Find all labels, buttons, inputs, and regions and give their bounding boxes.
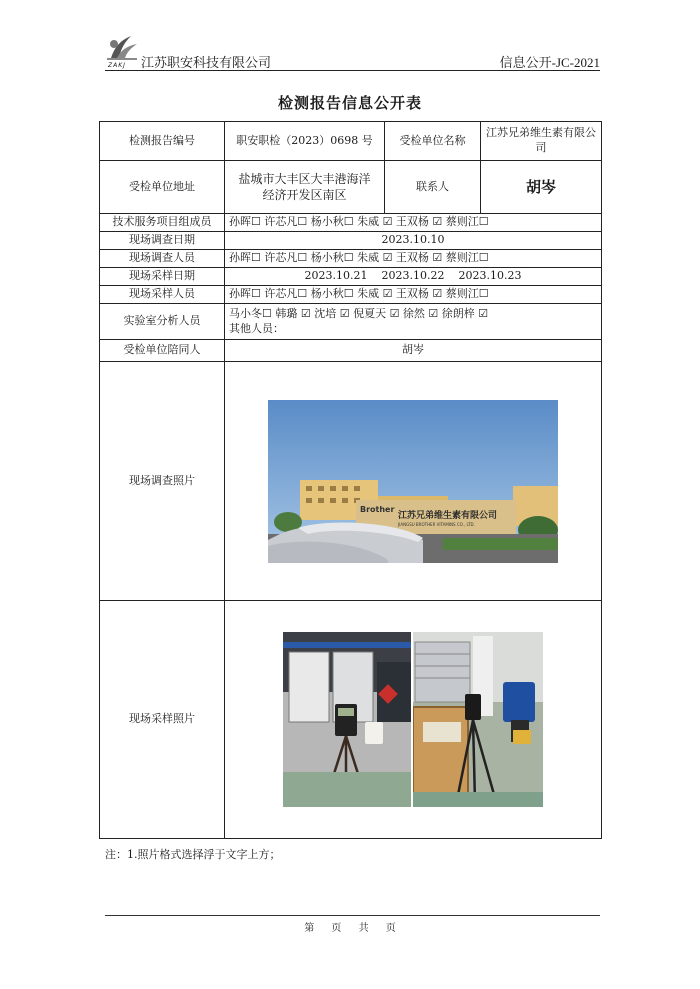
page-number: 第 页 共 页 (304, 923, 396, 934)
table-row (100, 232, 602, 250)
lab-analysts-value (225, 304, 602, 340)
contact-value: 胡岑 (481, 161, 602, 214)
sampling-photos-cell (225, 601, 602, 839)
samplers-value: 孙晖☐ 许芯凡☐ 杨小秋☐ 朱威 ☑ 王双杨 ☑ 蔡则江☐ (225, 286, 602, 304)
companion-label: 受检单位陪同人 (100, 340, 225, 362)
companion-value: 胡岑 (225, 340, 602, 362)
table-row (100, 601, 602, 839)
report-info-table (99, 121, 602, 839)
table-row (100, 250, 602, 268)
sampling-photo-2 (413, 632, 543, 807)
samplers-label: 现场采样人员 (100, 286, 225, 304)
surveyors-value: 孙晖☐ 许芯凡☐ 杨小秋☐ 朱威 ☑ 王双杨 ☑ 蔡则江☐ (225, 250, 602, 268)
survey-photo (268, 400, 558, 563)
team-value: 孙晖☐ 许芯凡☐ 杨小秋☐ 朱威 ☑ 王双杨 ☑ 蔡则江☐ (225, 214, 602, 232)
header-divider (105, 70, 600, 71)
sampling-date-value: 2023.10.21 2023.10.22 2023.10.23 (225, 268, 602, 286)
sign-brand: Brother (360, 504, 395, 514)
sampling-date-label: 现场采样日期 (100, 268, 225, 286)
sign-company-cn: 江苏兄弟维生素有限公司 (398, 510, 498, 521)
team-label: 技术服务项目组成员 (100, 214, 225, 232)
table-row (100, 214, 602, 232)
sign-company-en: JIANGSU BROTHER VITAMINS CO., LTD. (398, 521, 475, 527)
survey-date-value: 2023.10.10 (225, 232, 602, 250)
logo-wordmark: ZAKJ (108, 62, 126, 69)
survey-photo-label: 现场调查照片 (100, 362, 225, 601)
table-row (100, 362, 602, 601)
lab-other-line: 其他人员： (229, 321, 284, 335)
table-row (100, 304, 602, 340)
lab-analysts-line: 马小冬☐ 韩璐 ☑ 沈培 ☑ 倪夏天 ☑ 徐然 ☑ 徐朗梓 ☑ (229, 306, 489, 320)
report-number-value: 职安职检（2023）0698 号 (225, 122, 385, 161)
page-header (105, 30, 600, 72)
report-number-label: 检测报告编号 (100, 122, 225, 161)
sampling-photo-label: 现场采样照片 (100, 601, 225, 839)
surveyors-label: 现场调查人员 (100, 250, 225, 268)
table-row (100, 122, 602, 161)
contact-label: 联系人 (385, 161, 481, 214)
address-label: 受检单位地址 (100, 161, 225, 214)
sampling-photo-1 (283, 632, 411, 807)
company-logo (105, 32, 139, 70)
table-row (100, 161, 602, 214)
table-row (100, 286, 602, 304)
table-row (100, 268, 602, 286)
address-value: 盐城市大丰区大丰港海洋经济开发区南区 (225, 161, 385, 214)
unit-name-value: 江苏兄弟维生素有限公司 (481, 122, 602, 161)
footer-divider (105, 915, 600, 916)
table-row (100, 340, 602, 362)
footnote: 注：1.照片格式选择浮于文字上方； (105, 848, 281, 861)
company-name: 江苏职安科技有限公司 (141, 56, 272, 71)
page-title: 检测报告信息公开表 (277, 94, 422, 112)
document-number: 信息公开-JC-2021 (499, 55, 600, 70)
unit-name-label: 受检单位名称 (385, 122, 481, 161)
survey-date-label: 现场调查日期 (100, 232, 225, 250)
survey-photo-cell (225, 362, 602, 601)
lab-analysts-label: 实验室分析人员 (100, 304, 225, 340)
